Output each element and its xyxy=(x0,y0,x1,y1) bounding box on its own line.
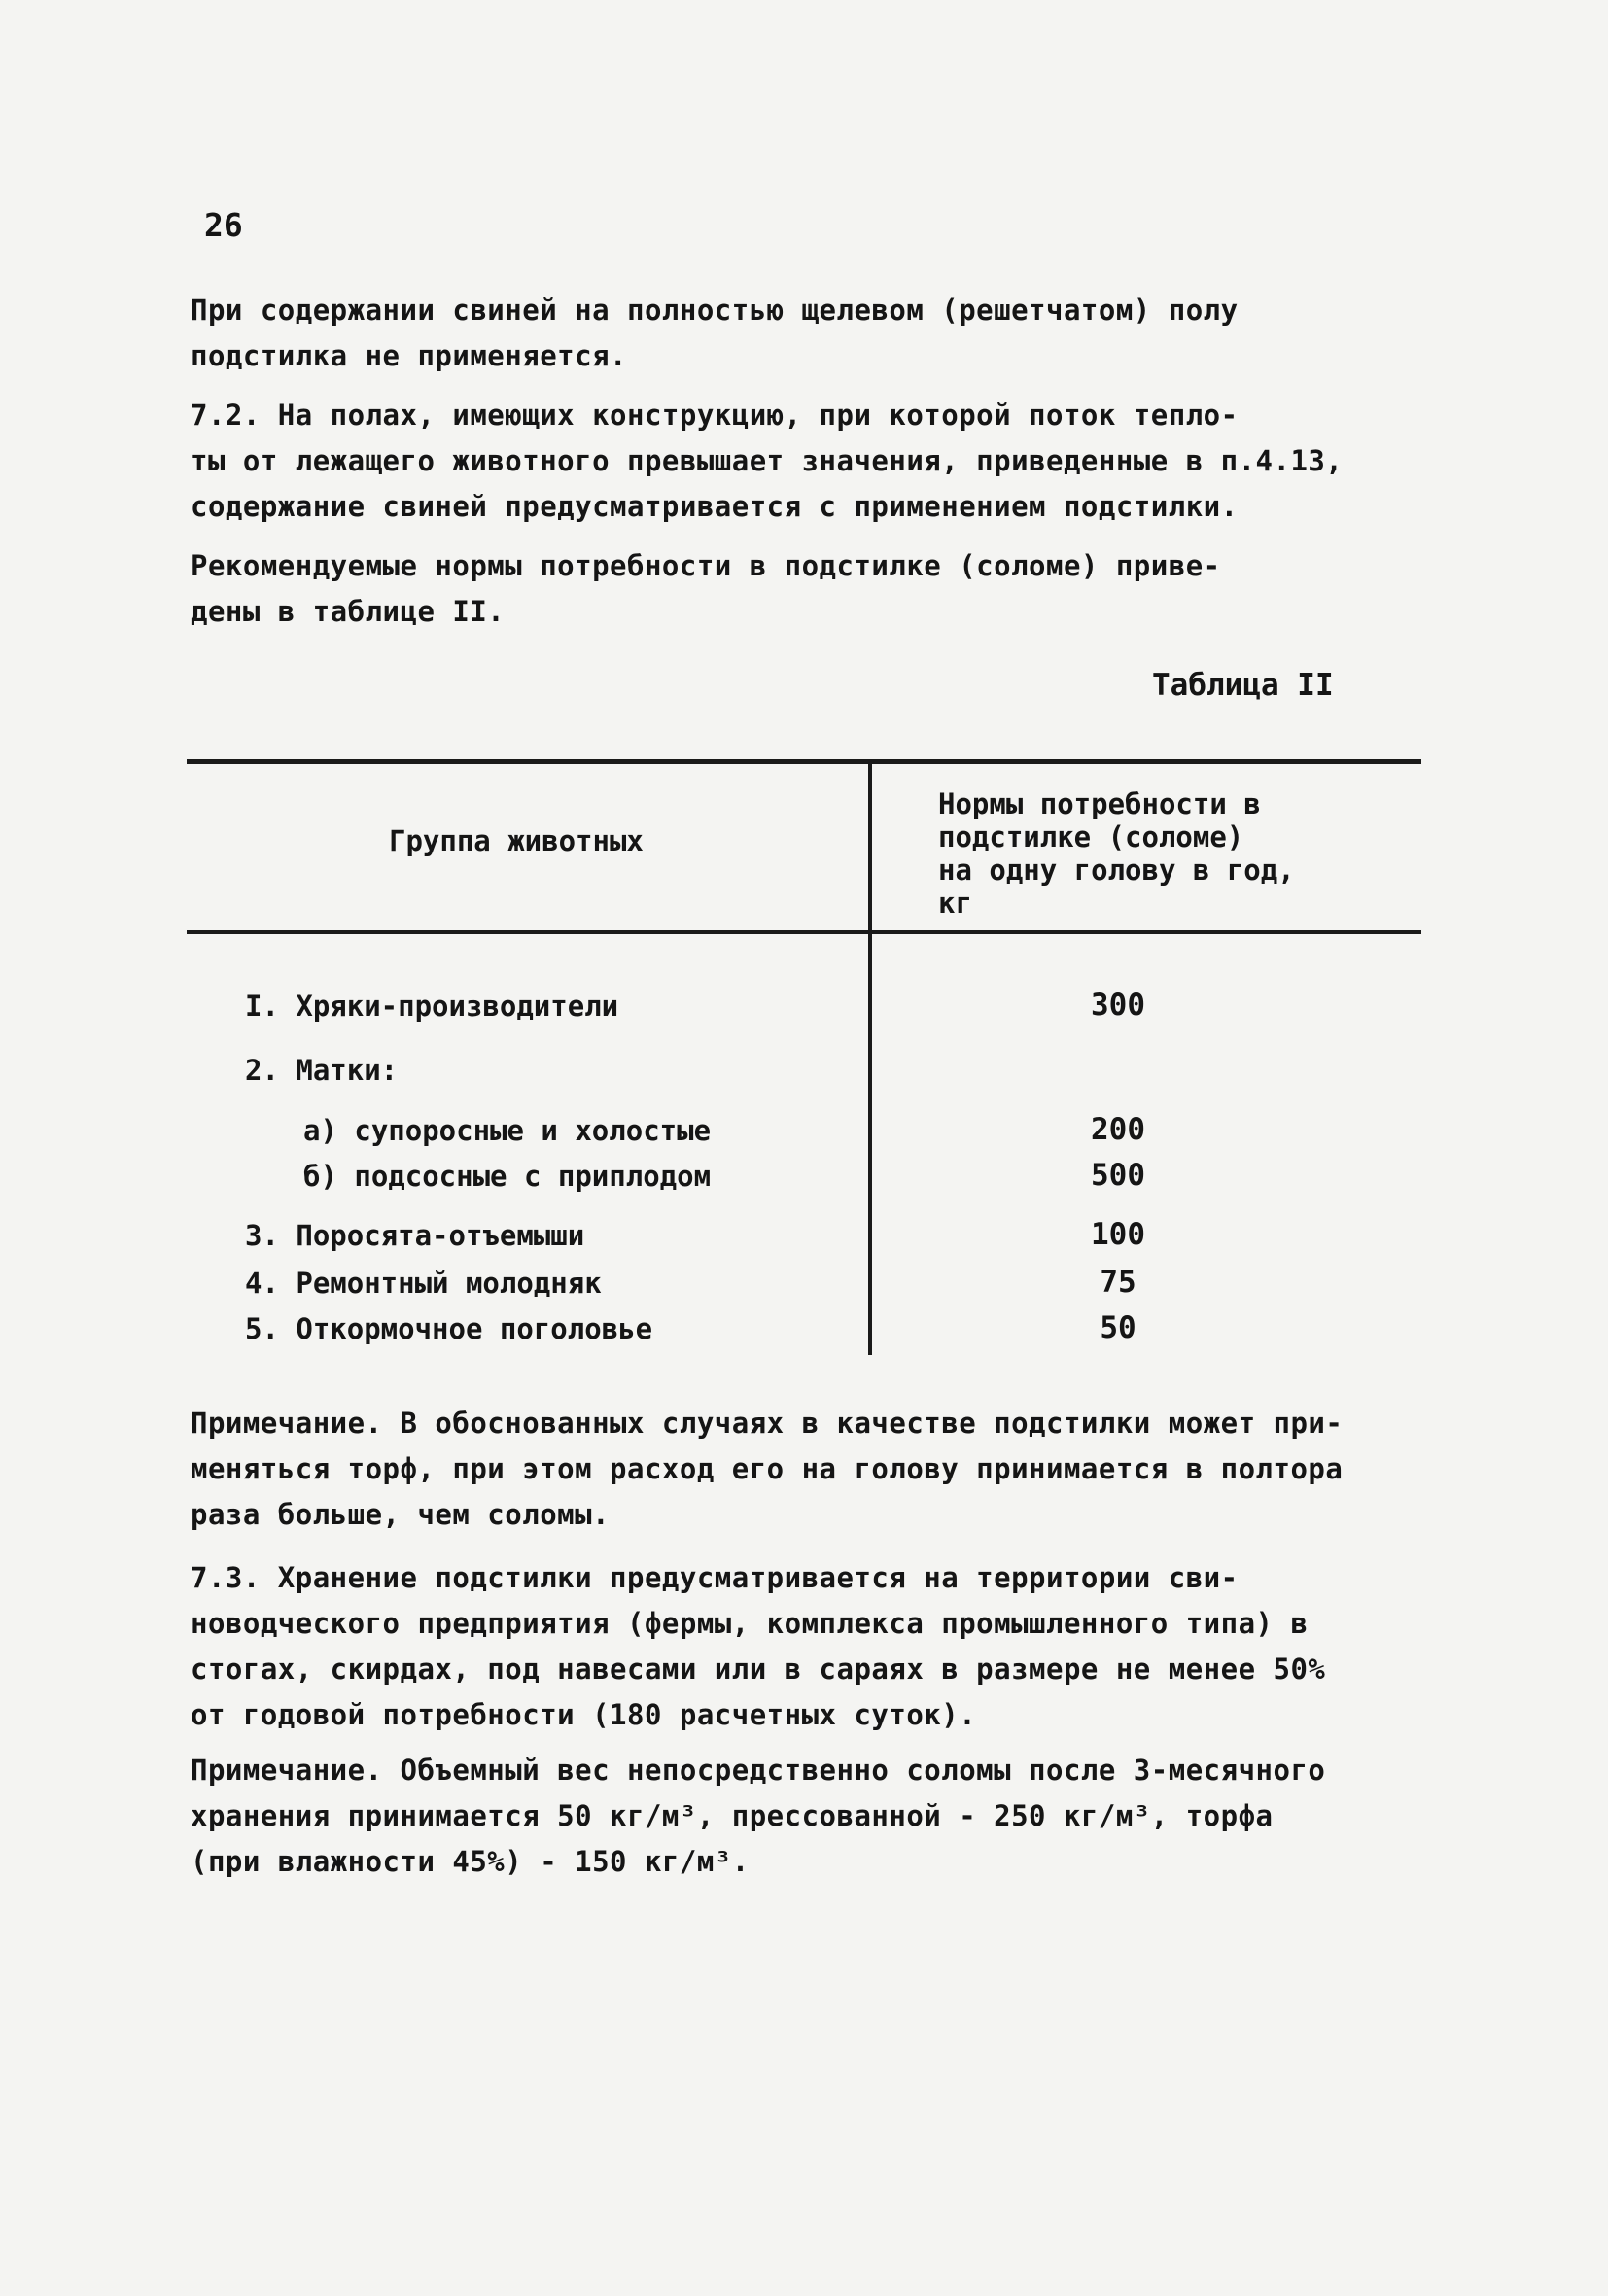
table-row-label: 5. Откормочное поголовье xyxy=(245,1312,653,1345)
table-row-value: 50 xyxy=(1100,1310,1136,1345)
paragraph-7-3: 7.3. Хранение подстилки предусматривается на территории сви- новодческого предприятия (фермы, комплекса промышленного типа) в стогах, скирдах, под навесами или в сараях в размере не менее 50% от годовой потребности (180 расчетных суток). xyxy=(191,1561,1326,1731)
column-header-bedding-norm: Нормы потребности в подстилке (соломе) на одну голову в год, кг xyxy=(938,787,1295,920)
table-caption: Таблица II xyxy=(1152,668,1334,703)
note-volumetric-weight: Примечание. Объемный вес непосредственно соломы после 3-месячного хранения принимается 50 кг/м³, прессованной - 250 кг/м³, торфа (при влажности 45%) - 150 кг/м³. xyxy=(191,1754,1326,1878)
table-row-label: б) подсосные с приплодом xyxy=(303,1160,712,1193)
paragraph-recommended-norms: Рекомендуемые нормы потребности в подстилке (соломе) приве- дены в таблице II. xyxy=(191,549,1221,628)
table-row-value: 500 xyxy=(1091,1158,1145,1193)
table-row-label: 4. Ремонтный молодняк xyxy=(245,1267,602,1300)
table-header-rule xyxy=(187,930,1421,934)
table-row-value: 75 xyxy=(1100,1265,1136,1300)
table-row-label: I. Хряки-производители xyxy=(245,990,619,1023)
note-peat-substitute: Примечание. В обоснованных случаях в качестве подстилки может при- меняться торф, при этом расход его на голову принимается в полтора раза больше, чем соломы. xyxy=(191,1407,1344,1531)
paragraph-7-2: 7.2. На полах, имеющих конструкцию, при которой поток тепло- ты от лежащего животного превышает значения, приведенные в п.4.13, содержание свиней предусматривается с применением подстилки. xyxy=(191,399,1344,523)
table-column-divider xyxy=(868,762,872,1355)
table-row-value: 100 xyxy=(1091,1217,1145,1252)
table-row-value: 300 xyxy=(1091,988,1145,1023)
table-row-value: 200 xyxy=(1091,1112,1145,1147)
column-header-animal-group: Группа животных xyxy=(389,824,644,857)
table-row-label: 3. Поросята-отъемыши xyxy=(245,1219,585,1252)
paragraph-slatted-floor: При содержании свиней на полностью щелевом (решетчатом) полу подстилка не применяется. xyxy=(191,294,1239,372)
table-top-rule xyxy=(187,759,1421,764)
table-row-label: а) супоросные и холостые xyxy=(303,1114,712,1147)
page-number: 26 xyxy=(204,206,243,244)
table-row-label: 2. Матки: xyxy=(245,1054,399,1087)
